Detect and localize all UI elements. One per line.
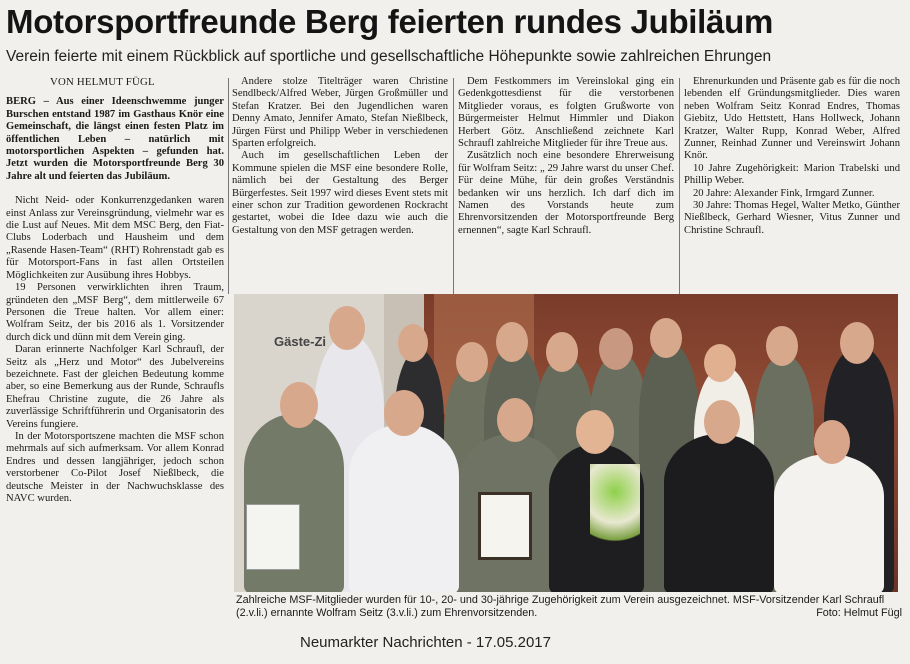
photo-caption-text: Zahlreiche MSF-Mitglieder wurden für 10-, 20- und 30-jährige Zugehörigkeit zum Verein ausgezeichnet. MSF-Vorsitzender Karl Schraufl (2.v.li.) ernannte Wolfram Seitz (3.v.li.) zum Ehrenvorsitzenden.	[236, 594, 885, 619]
photo-certificate	[246, 504, 300, 570]
photo-person-head	[280, 382, 318, 428]
column-divider	[679, 78, 680, 294]
photo-person	[774, 454, 884, 592]
group-photo	[234, 294, 898, 592]
article-column-2	[232, 76, 448, 237]
photo-person-head	[704, 400, 740, 444]
article-column-4	[684, 76, 900, 237]
photo-person-head	[496, 322, 528, 362]
paragraph: Auch im gesellschaftlichen Leben der Kommune spielen die MSF eine besondere Rolle, nämlich bei der Gestaltung des Berger Bürgerfestes. Seit 1997 wird dieses Event stets mit einer schon zur Tradition gewordenen Rockracht gestartet, wobei die Idee dazu wie auch die Gestaltung von den MSF getragen werden.	[232, 150, 448, 236]
photo-person-head	[456, 342, 488, 382]
photo-person-head	[704, 344, 736, 382]
photo-person-head	[766, 326, 798, 366]
paragraph: Nicht Neid- oder Konkurrenzgedanken waren einst Anlass zur Vereinsgründung, vielmehr war es die Lust auf Neues. Mit dem MSC Berg, den Fiat-Clubs Loderbach und Hausheim und dem „Rasende Hasen-Team“ (RHT) Rohrenstadt gab es für Motorsport-Fans in fast allen Ortsteilen Möglichkeiten zur Ausübung ihres Hobbys.	[6, 195, 224, 281]
paragraph: Dem Festkommers im Vereinslokal ging ein Gedenkgottesdienst für die verstorbenen Mitglieder voraus, es folgten Grußworte von Bürgermeister Helmut Himmler und Diakon Herbert Götz. Anschließend zeichnete Karl Schraufl zahlreiche Mitglieder für ihre Treue aus.	[458, 76, 674, 150]
paragraph: Daran erinnerte Nachfolger Karl Schraufl, der Seitz als „Herz und Motor“ des Jubelvereins bezeichnete. Fast der gleichen Bedeutung komme aber, so eine Bemerkung aus der Runde, Schraufls Ehefrau Christine zugute, die 26 Jahre als zuverlässige Schriftführerin und Organisatorin des Vereins fungiere.	[6, 344, 224, 430]
column-divider	[453, 78, 454, 294]
paragraph: 30 Jahre: Thomas Hegel, Walter Metko, Günther Nießlbeck, Gerhard Wiesner, Vitus Zunner und Christine Schraufl.	[684, 200, 900, 236]
photo-person-head	[497, 398, 533, 442]
paragraph: 10 Jahre Zugehörigkeit: Marion Trabelski und Phillip Weber.	[684, 162, 900, 187]
article-column-1	[6, 76, 224, 505]
photo-person-head	[576, 410, 614, 454]
photo-framed-certificate	[478, 492, 532, 560]
paragraph: 20 Jahre: Alexander Fink, Irmgard Zunner.	[693, 187, 875, 199]
paragraph: In der Motorsportszene machten die MSF schon mehrmals auf sich aufmerksam. Vor allem Konrad Endres und dessen langjähriger, jedoch schon verstorbener Co-Pilot Josef Nießlbeck, die deutsche Meister in der Nachwuchsklasse des NAVC wurden.	[6, 430, 224, 504]
photo-person-head	[398, 324, 428, 362]
photo-credit: Foto: Helmut Fügl	[816, 607, 902, 619]
photo-bouquet	[590, 464, 640, 556]
photo-person-head	[384, 390, 424, 436]
lead-paragraph: BERG – Aus einer Ideenschwemme junger Burschen entstand 1987 im Gasthaus Knör eine Gemeinschaft, die längst einen festen Platz im öffentlichen Leben – natürlich mit motorsportlichen Aspekten – gefunden hat. Jetzt wurden die Motorsportfreunde Berg 30 Jahre alt und feierten das Jubiläum.	[6, 96, 224, 182]
photo-person-head	[329, 306, 365, 350]
photo-person-head	[814, 420, 850, 464]
article-headline: Motorsportfreunde Berg feierten rundes Jubiläum	[6, 3, 773, 40]
photo-person	[664, 434, 774, 592]
photo-person-head	[840, 322, 874, 364]
byline: VON HELMUT FÜGL	[50, 76, 155, 88]
photo-caption	[236, 594, 902, 620]
photo-person-head	[546, 332, 578, 372]
article-subheadline: Verein feierte mit einem Rückblick auf sportliche und gesellschaftliche Höhepunkte sowie zahlreichen Ehrungen	[6, 48, 772, 65]
paragraph: Zusätzlich noch eine besondere Ehrerweisung für Wolfram Seitz: „ 29 Jahre warst du unser Chef. Für deine Mühe, für dein großes Verständnis bedanken wir uns herzlich. Ich darf dich im Namen des Vorstands heute zum Ehrenvorsitzenden der Motorsportfreunde Berg ernennen“, sagte Karl Schraufl.	[458, 150, 674, 236]
paragraph: Ehrenurkunden und Präsente gab es für die noch lebenden elf Gründungsmitglieder. Dies waren neben Wolfram Seitz Konrad Endres, Thomas Giebitz, Udo Hettstett, Hans Hollweck, Johann Kratzer, Walter Rupp, Konrad Weber, Alfred Zunner, Reinhad Zunner und Vereinswirt Johann Knör.	[684, 76, 900, 162]
photo-door-sign: Gäste-Zi	[274, 334, 327, 349]
paragraph: 19 Personen verwirklichten ihren Traum, gründeten den „MSF Berg“, dem mittlerweile 67 Personen die Treue halten. Vor allem einer: Wolfram Seitz, der bis 2016 als 1. Vorsitzender durch dick und dünn mit dem Verein ging.	[6, 282, 224, 343]
newspaper-source: Neumarkter Nachrichten - 17.05.2017	[300, 634, 551, 651]
paragraph: Andere stolze Titelträger waren Christine Sendlbeck/Alfred Weber, Jürgen Großmüller und Stefan Kratzer. Bei den Jugendlichen waren Denny Amato, Jennifer Amato, Stefan Nießlbeck, Jürgen Fürst und Philipp Weber in verschiedenen Sparten erfolgreich.	[232, 76, 448, 150]
photo-person-head	[599, 328, 633, 370]
column-divider	[228, 78, 229, 294]
photo-person	[349, 424, 459, 592]
photo-person-head	[650, 318, 682, 358]
article-column-3	[458, 76, 674, 237]
